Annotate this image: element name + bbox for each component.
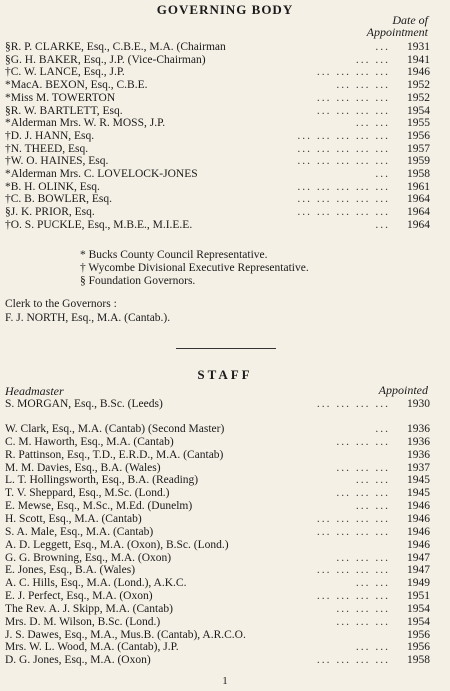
governor-row <box>0 117 450 129</box>
governor-row <box>0 206 450 218</box>
entry-name: The Rev. A. J. Skipp, M.A. (Cantab) <box>5 602 173 615</box>
leader-dots: ... ... ... <box>336 602 390 615</box>
governor-row <box>0 54 450 66</box>
entry-name: C. M. Haworth, Esq., M.A. (Cantab) <box>5 435 174 448</box>
entry-year: 1946 <box>407 500 430 513</box>
staff-row <box>0 552 450 564</box>
clerk-label: Clerk to the Governors : <box>5 298 117 310</box>
appointed-header: Appointed <box>378 383 428 397</box>
governor-row <box>0 181 450 193</box>
leader-dots: ... ... ... ... ... <box>297 180 390 193</box>
entry-year: 1958 <box>407 654 430 667</box>
entry-year: 1952 <box>407 79 430 92</box>
entry-name: G. G. Browning, Esq., M.A. (Oxon) <box>5 551 172 564</box>
staff-row <box>0 539 450 551</box>
entry-year: 1931 <box>407 41 430 53</box>
entry-name: †O. S. PUCKLE, Esq., M.B.E., M.I.E.E. <box>5 218 193 231</box>
governor-row <box>0 168 450 180</box>
entry-year: 1946 <box>407 66 430 79</box>
staff-row <box>0 577 450 589</box>
entry-year: 1947 <box>407 551 430 564</box>
governor-row <box>0 130 450 142</box>
staff-row <box>0 513 450 525</box>
entry-year: 1956 <box>407 129 430 142</box>
entry-year: 1956 <box>407 641 430 654</box>
entry-name: §R. P. CLARKE, Esq., C.B.E., M.A. (Chairman <box>5 41 226 53</box>
staff-title: STAFF <box>197 367 253 382</box>
entry-name: †C. B. BOWLER, Esq. <box>5 193 113 206</box>
staff-row <box>0 654 450 666</box>
leader-dots: ... ... ... ... <box>316 590 390 603</box>
governor-row <box>0 92 450 104</box>
governor-row <box>0 193 450 205</box>
section-divider <box>176 348 276 349</box>
leader-dots: ... ... ... ... ... <box>297 193 390 206</box>
leader-dots: ... ... ... ... ... <box>297 206 390 219</box>
entry-year: 1936 <box>407 423 430 435</box>
entry-name: S. A. Male, Esq., M.A. (Cantab) <box>5 525 154 538</box>
leader-dots: ... ... ... ... ... <box>297 155 390 168</box>
entry-name: Mrs. D. M. Wilson, B.Sc. (Lond.) <box>5 615 161 628</box>
leader-dots: ... ... ... ... ... <box>297 129 390 142</box>
entry-name: E. J. Perfect, Esq., M.A. (Oxon) <box>5 590 153 603</box>
entry-name: W. Clark, Esq., M.A. (Cantab) (Second Master) <box>5 423 225 435</box>
entry-year: 1945 <box>407 474 430 487</box>
leader-dots: ... ... <box>355 500 390 513</box>
staff-row <box>0 564 450 576</box>
headmaster-row <box>0 398 450 410</box>
date-header-line1: Date of <box>392 13 428 27</box>
clerk-name: F. J. NORTH, Esq., M.A. (Cantab.). <box>5 312 171 324</box>
staff-row <box>0 423 450 435</box>
entry-name: E. Mewse, Esq., M.Sc., M.Ed. (Dunelm) <box>5 500 193 513</box>
entry-year: 1936 <box>407 448 430 461</box>
leader-dots: ... ... ... ... <box>316 564 390 577</box>
entry-year: 1947 <box>407 564 430 577</box>
staff-row <box>0 487 450 499</box>
staff-row <box>0 436 450 448</box>
leader-dots: ... ... ... <box>336 487 390 500</box>
leader-dots: ... ... ... ... <box>316 654 390 667</box>
entry-year: 1946 <box>407 512 430 525</box>
leader-dots: ... ... ... ... <box>316 512 390 525</box>
leader-dots: ... ... ... ... <box>316 398 390 410</box>
entry-name: A. D. Leggett, Esq., M.A. (Oxon), B.Sc. (Lond.) <box>5 538 229 551</box>
note-divisional: † Wycombe Divisional Executive Representative. <box>80 262 309 274</box>
entry-name: *MacA. BEXON, Esq., C.B.E. <box>5 79 148 92</box>
leader-dots: ... ... ... <box>336 79 390 92</box>
entry-year: 1941 <box>407 53 430 66</box>
leader-dots: ... ... <box>355 641 390 654</box>
governor-row <box>0 79 450 91</box>
entry-year: 1936 <box>407 435 430 448</box>
entry-year: 1945 <box>407 487 430 500</box>
headmaster-label: Headmaster <box>5 384 64 398</box>
entry-name: †C. W. LANCE, Esq., J.P. <box>5 66 125 79</box>
leader-dots: ... ... ... <box>336 461 390 474</box>
leader-dots: ... ... ... ... ... <box>297 142 390 155</box>
entry-year: 1949 <box>407 577 430 590</box>
governor-row <box>0 105 450 117</box>
entry-name: §R. W. BARTLETT, Esq. <box>5 104 123 117</box>
entry-year: 1954 <box>407 104 430 117</box>
staff-row <box>0 590 450 602</box>
note-foundation: § Foundation Governors. <box>80 275 196 287</box>
staff-row <box>0 526 450 538</box>
entry-year: 1957 <box>407 142 430 155</box>
entry-year: 1954 <box>407 602 430 615</box>
staff-year: 1930 <box>407 398 430 410</box>
governor-row <box>0 143 450 155</box>
entry-year: 1964 <box>407 206 430 219</box>
leader-dots: ... ... ... ... <box>316 525 390 538</box>
entry-name: A. C. Hills, Esq., M.A. (Lond.), A.K.C. <box>5 577 187 590</box>
leader-dots: ... ... <box>355 474 390 487</box>
leader-dots: ... <box>375 41 390 53</box>
entry-name: M. M. Davies, Esq., B.A. (Wales) <box>5 461 161 474</box>
entry-name: §G. H. BAKER, Esq., J.P. (Vice-Chairman) <box>5 53 206 66</box>
entry-name: §J. K. PRIOR, Esq. <box>5 206 95 219</box>
staff-row <box>0 603 450 615</box>
leader-dots: ... ... <box>355 53 390 66</box>
staff-name: S. MORGAN, Esq., B.Sc. (Leeds) <box>5 398 163 410</box>
leader-dots: ... <box>375 423 390 435</box>
entry-name: H. Scott, Esq., M.A. (Cantab) <box>5 512 142 525</box>
leader-dots: ... <box>375 168 390 180</box>
governing-body-title: GOVERNING BODY <box>156 2 294 17</box>
governor-row <box>0 155 450 167</box>
entry-year: 1937 <box>407 461 430 474</box>
entry-name: †N. THEED, Esq. <box>5 142 89 155</box>
leader-dots: ... ... ... <box>336 551 390 564</box>
leader-dots: ... <box>375 218 390 231</box>
entry-name: *Miss M. TOWERTON <box>5 91 116 104</box>
note-county-council: * Bucks County Council Representative. <box>80 249 268 261</box>
entry-year: 1961 <box>407 180 430 193</box>
entry-name: D. G. Jones, Esq., M.A. (Oxon) <box>5 654 151 667</box>
entry-name: *Alderman Mrs. C. LOVELOCK-JONES <box>5 168 198 180</box>
entry-year: 1946 <box>407 538 430 551</box>
entry-year: 1964 <box>407 218 430 231</box>
staff-row <box>0 474 450 486</box>
staff-row <box>0 462 450 474</box>
entry-year: 1951 <box>407 590 430 603</box>
page-number: 1 <box>222 675 228 687</box>
entry-year: 1952 <box>407 91 430 104</box>
entry-name: †D. J. HANN, Esq. <box>5 129 95 142</box>
staff-row <box>0 616 450 628</box>
staff-row <box>0 629 450 641</box>
entry-name: J. S. Dawes, Esq., M.A., Mus.B. (Cantab), A.R.C.O. <box>5 628 246 641</box>
staff-row <box>0 500 450 512</box>
leader-dots: ... ... ... ... <box>316 66 390 79</box>
leader-dots: ... ... ... <box>336 435 390 448</box>
leader-dots: ... ... ... <box>336 615 390 628</box>
leader-dots: ... ... <box>355 577 390 590</box>
entry-name: L. T. Hollingsworth, Esq., B.A. (Reading) <box>5 474 199 487</box>
entry-name: R. Pattinson, Esq., T.D., E.R.D., M.A. (Cantab) <box>5 448 224 461</box>
entry-name: †W. O. HAINES, Esq. <box>5 155 109 168</box>
staff-row <box>0 641 450 653</box>
entry-year: 1955 <box>407 117 430 130</box>
leader-dots: ... ... <box>355 117 390 130</box>
governor-row <box>0 219 450 231</box>
entry-year: 1964 <box>407 193 430 206</box>
entry-name: *Alderman Mrs. W. R. MOSS, J.P. <box>5 117 166 130</box>
governor-row <box>0 66 450 78</box>
entry-year: 1954 <box>407 615 430 628</box>
entry-name: E. Jones, Esq., B.A. (Wales) <box>5 564 136 577</box>
entry-year: 1946 <box>407 525 430 538</box>
entry-year: 1956 <box>407 628 430 641</box>
leader-dots: ... ... ... ... <box>316 91 390 104</box>
entry-name: *B. H. OLINK, Esq. <box>5 180 100 193</box>
entry-year: 1958 <box>407 168 430 180</box>
staff-row <box>0 449 450 461</box>
entry-name: T. V. Sheppard, Esq., M.Sc. (Lond.) <box>5 487 170 500</box>
entry-name: Mrs. W. L. Wood, M.A. (Cantab), J.P. <box>5 641 179 654</box>
date-header-line2: Appointment <box>366 25 428 39</box>
entry-year: 1959 <box>407 155 430 168</box>
leader-dots: ... ... ... ... <box>316 104 390 117</box>
governor-row <box>0 41 450 53</box>
